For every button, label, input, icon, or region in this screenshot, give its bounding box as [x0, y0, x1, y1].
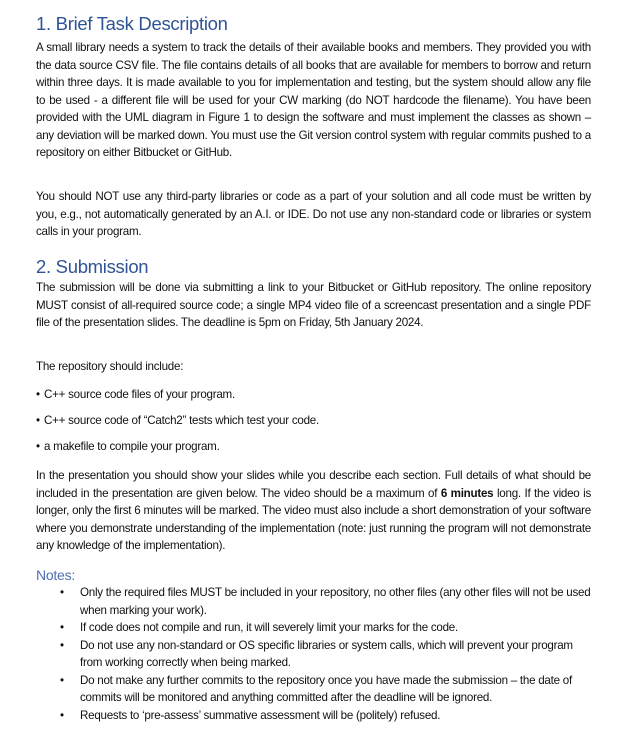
- repo-list: [36, 386, 591, 456]
- repo-intro: The repository should include:: [36, 360, 184, 373]
- list-item: • Do not make any further commits to the repository once you have made the submission – the date of commits will be monitored and anything committed after the deadline will be ignored.: [80, 672, 595, 707]
- notes-list: [36, 584, 595, 724]
- list-item: • C++ source code files of your program.: [36, 386, 591, 404]
- list-item: • If code does not compile and run, it will severely limit your marks for the code.: [80, 619, 595, 637]
- submission-paragraph: The submission will be done via submitting a link to your Bitbucket or GitHub repository. The online repository MUST consist of all-required source code; a single MP4 video file of a screencast presentation and a single PDF file of the presentation slides. The deadline is 5pm on Friday, 5th January 2024.: [36, 281, 591, 329]
- max-duration: 6 minutes: [440, 486, 494, 500]
- presentation-paragraph: [36, 467, 591, 555]
- section-heading-task-description: 1. Brief Task Description: [36, 13, 228, 34]
- list-item: • Only the required files MUST be included in your repository, no other files (any other files will not be used when marking your work).: [80, 584, 595, 619]
- list-item: • a makefile to compile your program.: [36, 438, 591, 456]
- list-item: • Do not use any non-standard or OS specific libraries or system calls, which will prevent your program from working correctly when being marked.: [80, 637, 595, 672]
- third-party-paragraph: You should NOT use any third-party libraries or code as a part of your solution and all code must be written by you, e.g., not automatically generated by an A.I. or IDE. Do not use any non-standard code or libraries or system calls in your program.: [36, 190, 591, 238]
- task-description-paragraph: A small library needs a system to track the details of their available books and members. They provided you with the data source CSV file. The file contains details of all books that are available for members to borrow and return within three days. It is made available to you for implementation and testing, but the system should allow any file to be used - a different file will be used for your CW marking (do NOT hardcode the filename). You have been provided with the UML diagram in Figure 1 to design the software and must implement the classes as shown – any deviation will be marked down. You must use the Git version control system with regular commits pushed to a repository on either Bitbucket or GitHub.: [36, 41, 591, 159]
- notes-heading: Notes:: [36, 567, 75, 583]
- list-item: • Requests to ‘pre-assess’ summative assessment will be (politely) refused.: [80, 707, 595, 725]
- list-item: • C++ source code of “Catch2” tests which test your code.: [36, 412, 591, 430]
- presentation-text-cont: long. If the video is longer, only the first 6 minutes will be marked. The video must also include a short demonstration of your software where you demonstrate understanding of the implementation (note: just running the program will not demonstrate any knowledge of the implementation).: [36, 486, 591, 552]
- section-heading-submission: 2. Submission: [36, 256, 149, 277]
- presentation-text: In the presentation you should show your slides while you describe each section. Full details of what should be included in the presentation are given below. The video should be a maximum of: [36, 469, 591, 500]
